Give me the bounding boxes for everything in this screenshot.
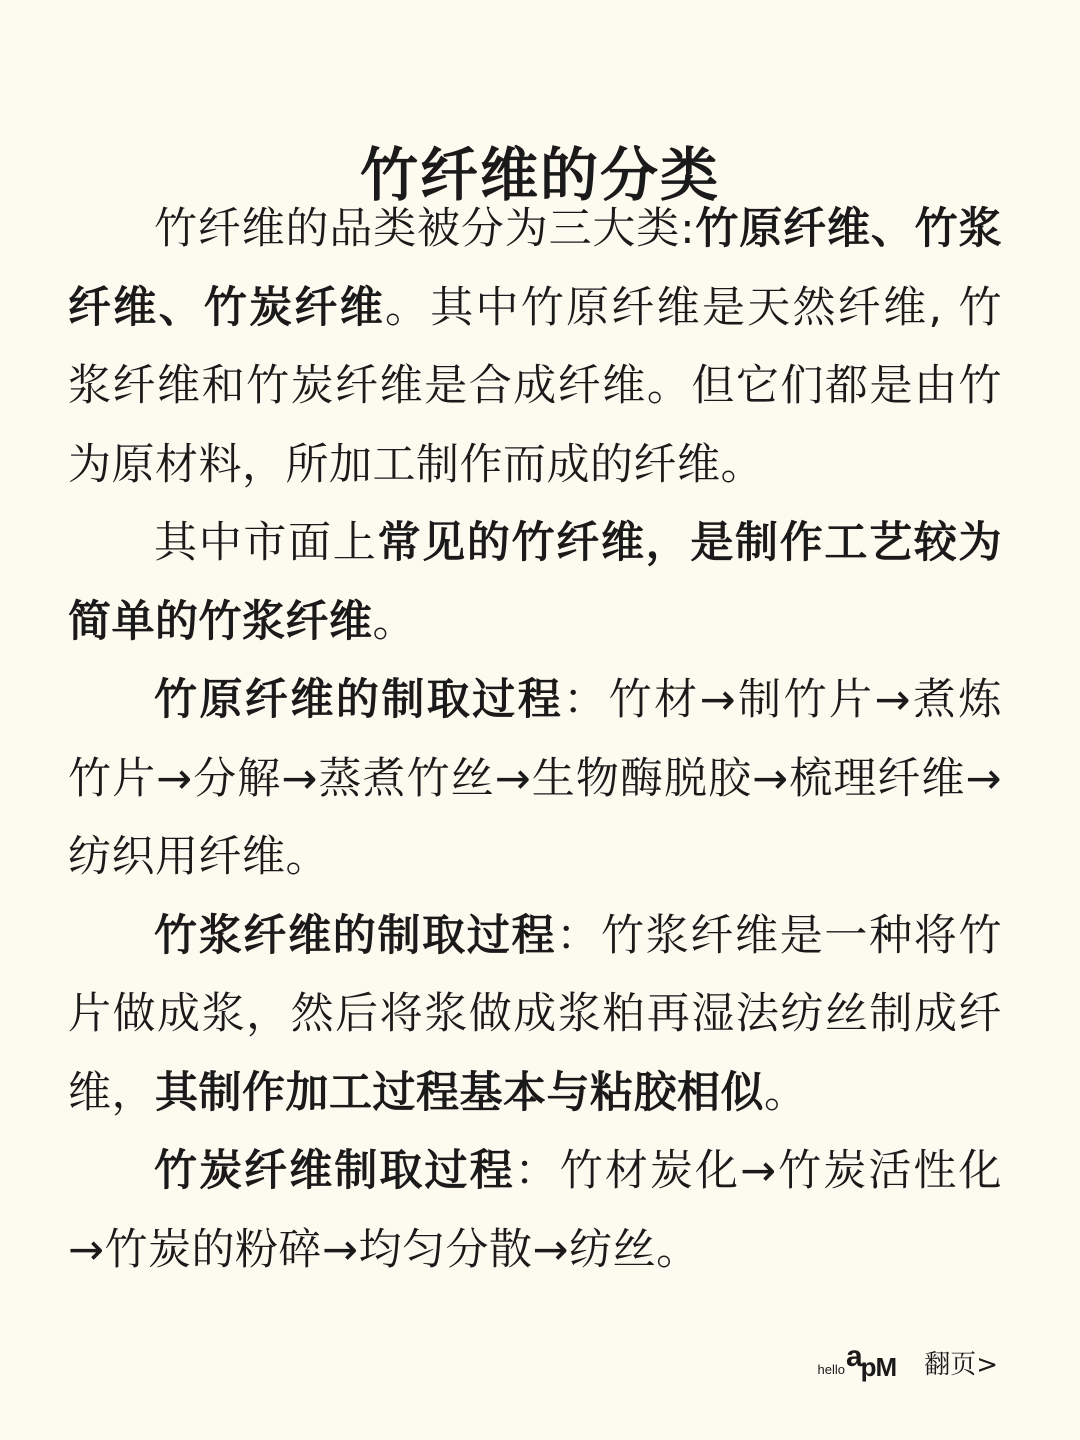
- text-segment: 其中市面上: [154, 518, 378, 568]
- text-segment: 竹纤维的品类被分为三大类:: [154, 204, 696, 254]
- bold-text-segment: 竹原纤维的制取过程: [154, 675, 564, 725]
- logo-pm-text: pM: [860, 1352, 897, 1382]
- bold-text-segment: 竹浆纤维的制取过程: [154, 910, 557, 961]
- bold-text-segment: 其制作加工过程基本与粘胶相似: [155, 1067, 764, 1118]
- bold-text-segment: 常见的竹纤维，是制作工艺较为简单的竹浆纤维: [68, 518, 1003, 647]
- text-segment: 。: [764, 1067, 808, 1118]
- brand-logo: [817, 1340, 897, 1382]
- footer: [818, 1330, 999, 1380]
- logo-hello-text: hello: [817, 1362, 845, 1377]
- text-segment: ：竹材炭化→竹炭活性化→竹炭的粉碎→均匀分散→纺丝。: [68, 1146, 1003, 1275]
- paragraph-common-fiber: [68, 504, 1002, 661]
- text-segment: ：竹浆纤维是一种将竹片做成浆，然后将浆做成浆粕再湿法纺丝制成纤维，: [68, 910, 1002, 1118]
- text-segment: 。: [372, 596, 416, 647]
- article-body: [68, 190, 1002, 1289]
- page-title: 竹纤维的分类: [359, 140, 720, 209]
- paragraph-raw-fiber-process: [68, 661, 1002, 897]
- logo-a-text: a: [845, 1340, 861, 1373]
- paragraph-classification: [68, 190, 1002, 504]
- text-segment: 。其中竹原纤维是天然纤维, 竹浆纤维和竹炭纤维是合成纤维。但它们都是由竹为原材料，所加工制作而成的纤维。: [68, 282, 1002, 490]
- text-segment: ：竹材→制竹片→煮炼竹片→分解→蒸煮竹丝→生物酶脱胶→梳理纤维→纺织用纤维。: [68, 675, 1002, 882]
- paragraph-charcoal-fiber-process: [68, 1132, 1002, 1289]
- next-page-button[interactable]: 翻页>: [924, 1350, 998, 1380]
- paragraph-pulp-fiber-process: [68, 897, 1002, 1133]
- bold-text-segment: 竹炭纤维制取过程: [154, 1146, 515, 1196]
- bold-text-segment: 竹原纤维、竹浆纤维、竹炭纤维: [68, 204, 1002, 333]
